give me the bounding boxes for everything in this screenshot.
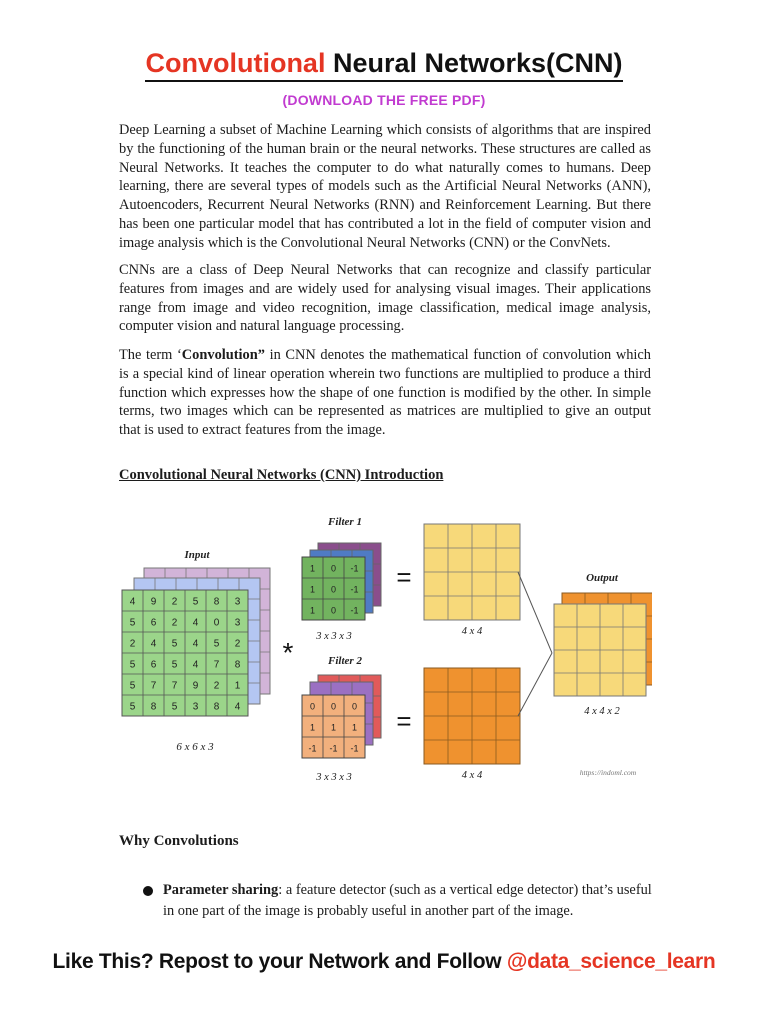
convolution-operator: *: [282, 637, 294, 668]
output-dims-label: 4 x 4 x 2: [584, 706, 620, 717]
convolution-paragraph: [119, 346, 651, 440]
input-green-cell-value: 5: [192, 596, 199, 608]
input-green-cell-value: 5: [213, 638, 220, 650]
filter2-orange-cell-value: 1: [330, 722, 337, 733]
filter1-green-cell-value: 0: [330, 584, 337, 595]
filter1-green-cell-value: -1: [350, 605, 359, 616]
input-green-cell-value: 8: [150, 701, 157, 713]
input-green-cell-value: 4: [192, 659, 199, 671]
download-pdf-link[interactable]: (DOWNLOAD THE FREE PDF): [282, 92, 486, 108]
input-green-cell-value: 7: [213, 659, 220, 671]
input-dims-label: 6 x 6 x 3: [176, 741, 214, 753]
input-green-cell-value: 0: [213, 617, 220, 629]
filter2-orange-cell-value: 1: [351, 722, 358, 733]
input-green-cell-value: 5: [129, 617, 136, 629]
filter1-green-cell-value: -1: [350, 584, 359, 595]
filter2-orange-cell-value: -1: [329, 743, 338, 754]
input-green-cell-value: 4: [192, 617, 199, 629]
filter2-orange-cell-value: 0: [309, 701, 316, 712]
input-green-cell-value: 4: [192, 638, 199, 650]
input-green-cell-value: 5: [129, 659, 136, 671]
result2-dims-label: 4 x 4: [461, 770, 483, 781]
input-green-cell-value: 6: [150, 659, 157, 671]
intro-paragraph: Deep Learning a subset of Machine Learning which consists of algorithms that are inspired by the functioning of the human brain or the neural networks. These structures are called as Neural Networks. It teaches the computer to do what naturally comes to humans. Deep learning, there are several types of models such as the Artificial Neural Networks (ANN), Autoencoders, Recurrent Neural Networks (RNN) and Reinforcement Learning. But there has been one particular model that has contributed a lot in the field of computer vision and image analysis which is the Convolutional Neural Networks (CNN) or the ConvNets.: [119, 122, 651, 251]
bullet-term: Parameter sharing: [163, 882, 279, 898]
filter2-dims-label: 3 x 3 x 3: [316, 772, 352, 783]
convolution-term: Convolution”: [181, 347, 265, 363]
filter1-dims-label: 3 x 3 x 3: [316, 631, 352, 642]
input-green-cell-value: 6: [150, 617, 157, 629]
section-heading: Convolutional Neural Networks (CNN) Introduction: [119, 467, 444, 483]
input-green-cell-value: 8: [213, 596, 220, 608]
input-green-cell-value: 7: [150, 680, 157, 692]
footer-cta: [0, 950, 768, 974]
filter2-label: Filter 2: [328, 655, 362, 667]
title-highlight: Convolutional: [145, 48, 326, 78]
input-green-cell-value: 2: [234, 638, 241, 650]
filter2-orange-cell-value: -1: [308, 743, 317, 754]
connector-line-top: [518, 572, 552, 653]
input-green-cell-value: 1: [234, 680, 241, 692]
footer-handle-link[interactable]: @data_science_learn: [506, 950, 716, 973]
connector-line-bottom: [518, 653, 552, 716]
convolution-paragraph-body: in CNN denotes the mathematical function of convolution which is a special kind of linear operation wherein two functions are multiplied to produce a third function which expresses how the shape of one function is modified by the other. In simple terms, two images which can be represented as matrices are multiplied to give an output that is used to extract features from the image.: [119, 347, 652, 439]
input-green-cell-value: 3: [234, 617, 241, 629]
cnn-diagram: [112, 508, 652, 808]
input-green-cell-value: 9: [192, 680, 199, 692]
input-green-cell-value: 5: [171, 638, 178, 650]
input-label: Input: [184, 549, 210, 561]
result1-dims-label: 4 x 4: [461, 626, 483, 637]
input-green-cell-value: 4: [150, 638, 157, 650]
page-title-underline: [145, 46, 622, 82]
filter1-green-cell-value: 0: [330, 605, 337, 616]
filter2-orange-cell-value: -1: [350, 743, 359, 754]
output-label: Output: [586, 572, 618, 584]
input-green-cell-value: 8: [234, 659, 241, 671]
bullet-dot: [143, 886, 153, 896]
equals-sign-2: =: [396, 706, 412, 736]
input-green-cell-value: 2: [171, 596, 178, 608]
filter2-orange-cell-value: 0: [330, 701, 337, 712]
filter1-green-cell-value: 1: [309, 605, 316, 616]
input-green-cell-value: 4: [129, 596, 136, 608]
source-credit: https://indoml.com: [579, 768, 637, 777]
bullet-parameter-sharing: [163, 880, 653, 922]
input-green-cell-value: 3: [192, 701, 199, 713]
page-title: [0, 46, 768, 82]
input-green-cell-value: 8: [213, 701, 220, 713]
filter1-green-cell-value: -1: [350, 563, 359, 574]
filter1-green-cell-value: 1: [309, 584, 316, 595]
input-green-cell-value: 5: [129, 701, 136, 713]
input-green-cell-value: 4: [234, 701, 241, 713]
input-green-cell-value: 5: [129, 680, 136, 692]
input-green-cell-value: 5: [171, 659, 178, 671]
filter2-orange-cell-value: 1: [309, 722, 316, 733]
filter1-label: Filter 1: [328, 516, 362, 528]
title-rest: Neural Networks(CNN): [325, 48, 623, 78]
input-green-cell-value: 9: [150, 596, 157, 608]
filter2-orange-cell-value: 0: [351, 701, 358, 712]
filter1-green-cell-value: 0: [330, 563, 337, 574]
why-convolutions-heading: Why Convolutions: [119, 833, 239, 849]
input-green-cell-value: 5: [171, 701, 178, 713]
filter1-green-cell-value: 1: [309, 563, 316, 574]
input-green-cell-value: 7: [171, 680, 178, 692]
equals-sign-1: =: [396, 562, 412, 592]
footer-text: Like This? Repost to your Network and Follow: [52, 950, 507, 973]
bullet-text: : a feature detector (such as a vertical edge detector) that’s useful in one part of the image is probably useful in another part of the image.: [163, 882, 652, 919]
input-green-cell-value: 2: [171, 617, 178, 629]
cnn-paragraph: CNNs are a class of Deep Neural Networks that can recognize and classify particular features from images and are widely used for analysing visual images. Their applications range from image and video recognition, image classification, medical image analysis, computer vision and natural language processing.: [119, 262, 651, 335]
input-green-cell-value: 2: [129, 638, 136, 650]
convolution-paragraph-lead: The term ‘: [119, 347, 182, 363]
input-green-cell-value: 3: [234, 596, 241, 608]
input-green-cell-value: 2: [213, 680, 220, 692]
